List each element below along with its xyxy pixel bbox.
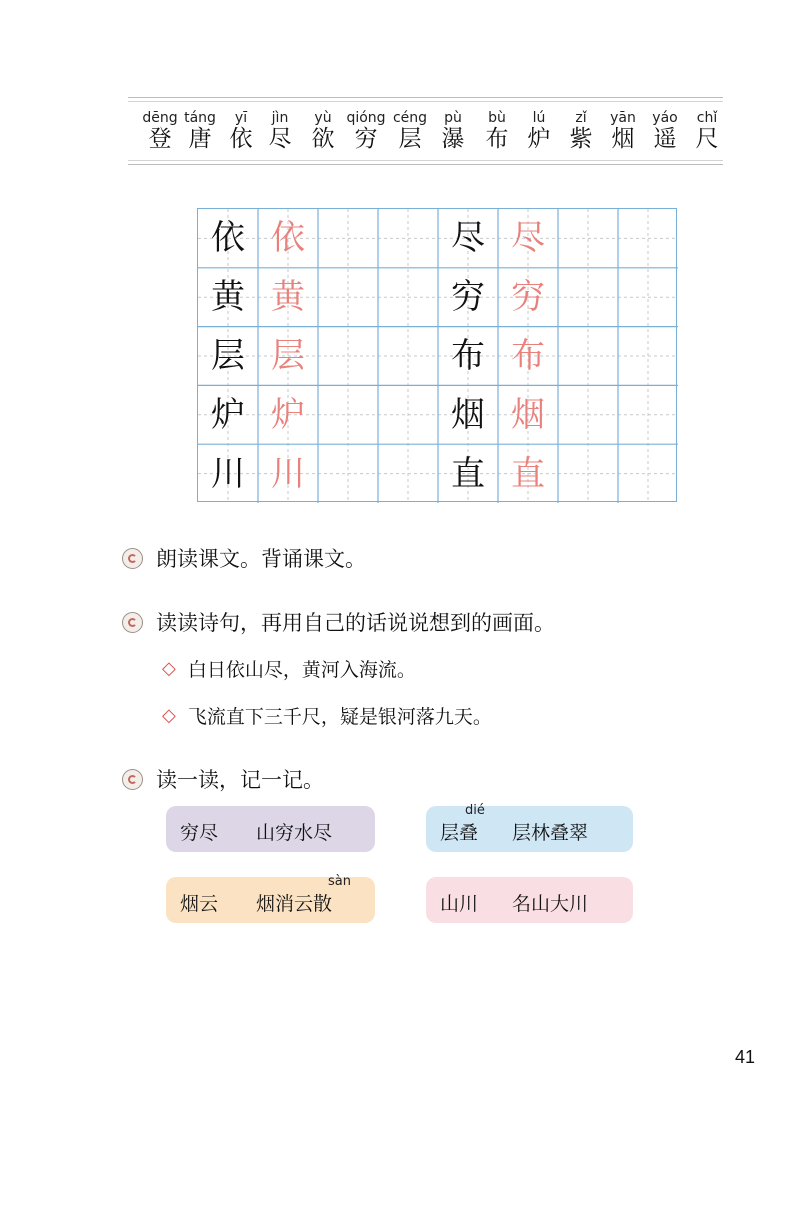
trace-character: 黄 <box>271 277 305 318</box>
pinyin-note: dié <box>465 803 485 818</box>
vocab-pinyin: jìn <box>271 110 289 126</box>
exercise-1 <box>122 543 366 573</box>
model-character: 川 <box>211 453 245 494</box>
trace-character: 布 <box>511 335 545 376</box>
word: 烟云 <box>180 893 219 915</box>
vocab-hanzi: 尺 <box>695 126 719 152</box>
poem-line-2-text: 飞流直下三千尺，疑是银河落九天。 <box>187 705 492 728</box>
trace-character: 穷 <box>511 277 545 318</box>
exercise-2-text: 读读诗句，再用自己的话说说想到的画面。 <box>156 611 555 635</box>
word-tile <box>166 874 375 923</box>
vocab-hanzi: 登 <box>148 126 172 152</box>
vocab-item <box>342 98 390 151</box>
vocab-hanzi: 依 <box>229 126 253 152</box>
vocab-hanzi: 瀑 <box>441 126 465 152</box>
vocab-pinyin: táng <box>184 110 216 126</box>
model-character: 黄 <box>211 277 245 318</box>
trace-character: 依 <box>271 218 305 259</box>
vocabulary-strip <box>128 97 723 165</box>
model-character: 依 <box>211 218 245 259</box>
vocab-item <box>515 98 563 151</box>
exercise-bullet-icon <box>122 548 143 569</box>
word: 层叠 <box>440 822 479 844</box>
model-character: 炉 <box>211 394 245 435</box>
exercise-bullet-icon <box>122 769 143 790</box>
divider <box>128 160 723 161</box>
poem-line-1-text: 白日依山尽，黄河入海流。 <box>187 658 416 681</box>
word: 山川 <box>440 893 479 915</box>
vocab-hanzi: 烟 <box>611 126 635 152</box>
vocab-pinyin: dēng <box>142 110 178 126</box>
vocab-pinyin: céng <box>392 110 428 126</box>
vocab-item <box>429 98 477 151</box>
diamond-icon: ◇ <box>162 704 176 726</box>
exercise-1-text: 朗读课文。背诵课文。 <box>156 547 366 571</box>
phrase: 山穷水尽 <box>256 822 333 844</box>
model-character: 层 <box>211 335 245 376</box>
vocab-hanzi: 炉 <box>527 126 551 152</box>
page-number: 41 <box>735 1047 756 1067</box>
vocab-pinyin: zǐ <box>575 110 587 126</box>
vocab-hanzi: 遥 <box>653 126 677 152</box>
trace-character: 层 <box>271 335 305 376</box>
poem-line-1 <box>162 654 416 682</box>
vocab-pinyin: chǐ <box>696 110 718 126</box>
model-character: 尽 <box>451 218 485 259</box>
model-character: 布 <box>451 335 485 376</box>
diamond-icon: ◇ <box>162 657 176 679</box>
word-tile <box>426 877 633 923</box>
trace-character: 直 <box>511 453 545 494</box>
vocab-item <box>557 98 605 151</box>
exercise-bullet-icon <box>122 612 143 633</box>
phrase: 名山大川 <box>512 893 589 915</box>
trace-character: 炉 <box>271 394 305 435</box>
word: 穷尽 <box>180 822 219 844</box>
vocab-pinyin: qióng <box>346 110 386 126</box>
vocab-hanzi: 穷 <box>354 126 378 152</box>
vocab-item <box>299 98 347 151</box>
vocab-pinyin: lú <box>532 110 546 126</box>
phrase: 烟消云散 <box>256 893 333 915</box>
trace-character: 尽 <box>511 218 545 259</box>
word-tile <box>166 806 375 852</box>
vocab-item <box>599 98 647 151</box>
vocab-pinyin: yān <box>610 110 636 126</box>
trace-character: 川 <box>271 453 305 494</box>
pinyin-note: sàn <box>328 874 351 889</box>
vocab-item <box>641 98 689 151</box>
exercise-3-text: 读一读，记一记。 <box>156 768 324 792</box>
exercise-2 <box>122 607 555 637</box>
word-tile <box>426 803 633 852</box>
vocab-item <box>683 98 731 151</box>
vocab-pinyin: yáo <box>652 110 678 126</box>
vocab-pinyin: pù <box>444 110 462 126</box>
vocab-hanzi: 层 <box>398 126 422 152</box>
vocab-hanzi: 紫 <box>569 126 593 152</box>
vocab-hanzi: 尽 <box>268 126 292 152</box>
vocab-hanzi: 欲 <box>311 126 335 152</box>
model-character: 烟 <box>451 394 485 435</box>
model-character: 穷 <box>451 277 485 318</box>
vocab-pinyin: yī <box>234 110 248 126</box>
writing-grid <box>197 208 677 502</box>
model-character: 直 <box>451 453 485 494</box>
phrase: 层林叠翠 <box>512 822 589 844</box>
exercise-3 <box>122 764 324 794</box>
vocab-hanzi: 布 <box>485 126 509 152</box>
vocab-pinyin: yù <box>314 110 332 126</box>
vocab-pinyin: bù <box>488 110 506 126</box>
trace-character: 烟 <box>511 394 545 435</box>
vocab-item <box>256 98 304 151</box>
poem-line-2 <box>162 701 492 729</box>
vocab-item <box>386 98 434 151</box>
vocab-hanzi: 唐 <box>188 126 212 152</box>
vocab-item <box>473 98 521 151</box>
